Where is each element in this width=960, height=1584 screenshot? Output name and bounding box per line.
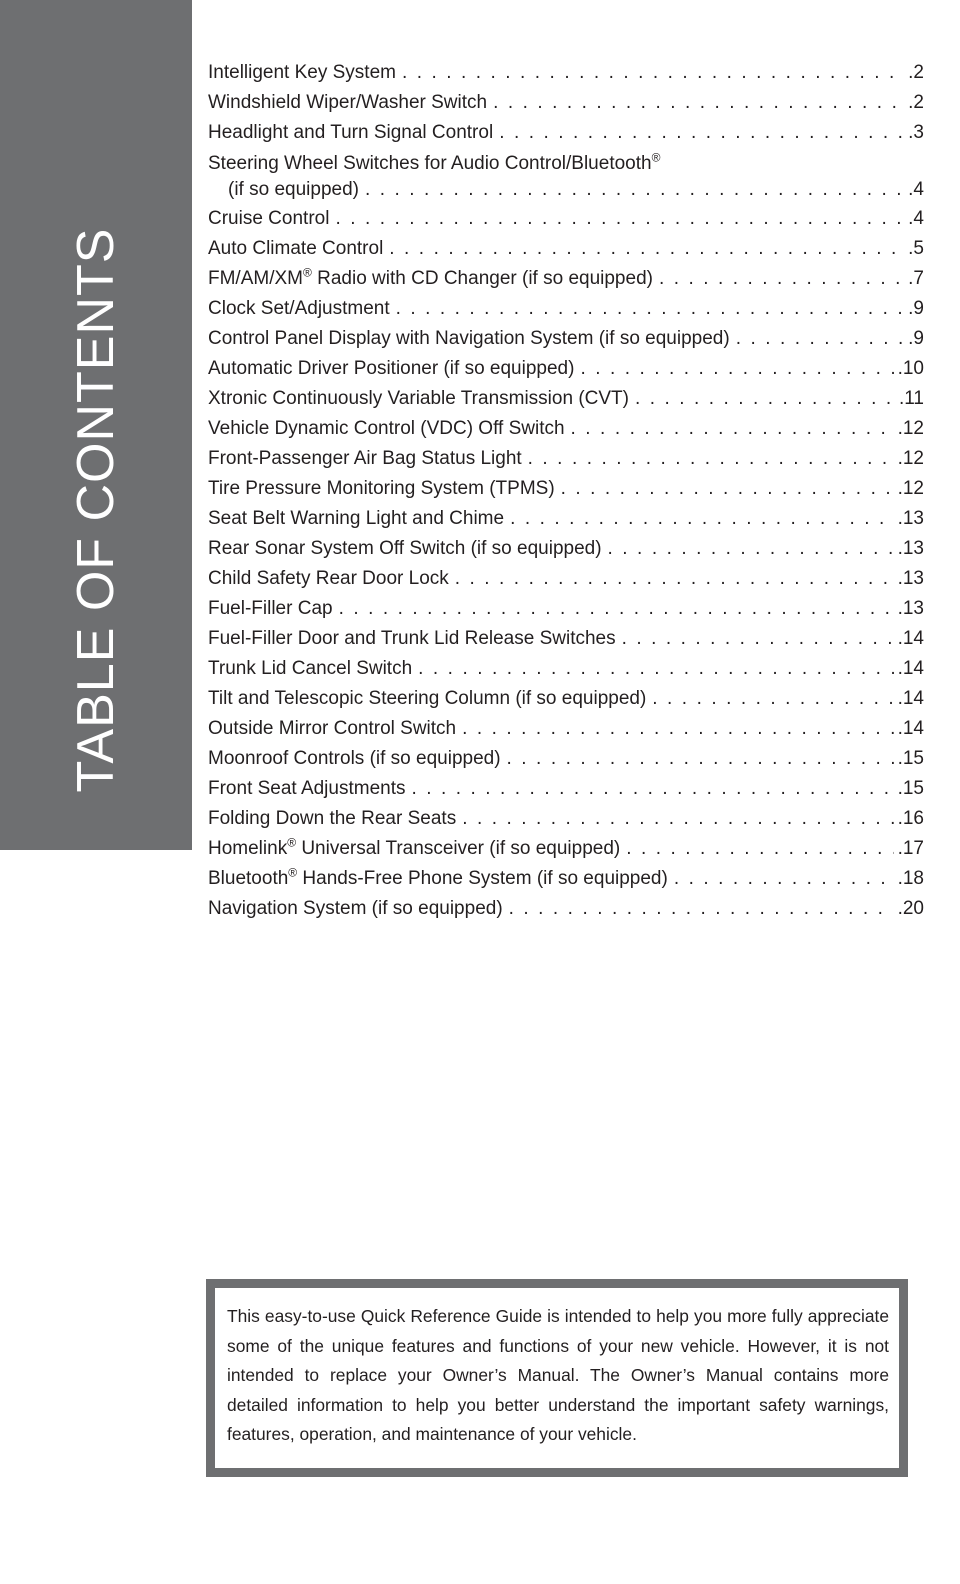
toc-entry[interactable] (208, 504, 924, 534)
toc-dot-leader (561, 474, 894, 504)
toc-entry-title: Moonroof Controls (if so equipped) (208, 748, 501, 769)
toc-entry-page: .12 (897, 478, 924, 499)
toc-entry-page: .7 (908, 268, 924, 289)
toc-dot-leader (365, 176, 904, 204)
toc-entry-page: .2 (908, 62, 924, 83)
toc-dot-leader (493, 88, 904, 118)
toc-entry[interactable] (208, 414, 924, 444)
toc-entry-title: FM/AM/XM® Radio with CD Changer (if so equipped) (208, 265, 653, 289)
toc-dot-leader (626, 834, 893, 864)
table-of-contents (208, 58, 924, 924)
toc-dot-leader (510, 504, 894, 534)
toc-entry[interactable] (208, 234, 924, 264)
toc-entry[interactable] (208, 864, 924, 894)
toc-dot-leader (635, 384, 895, 414)
toc-entry-page: .17 (897, 838, 924, 859)
toc-entry-page: .15 (897, 748, 924, 769)
toc-entry-page: .14 (897, 688, 924, 709)
sidebar-title: TABLE OF CONTENTS (67, 227, 125, 793)
toc-entry-page: .13 (897, 508, 924, 529)
toc-entry-title: Vehicle Dynamic Control (VDC) Off Switch (208, 418, 565, 439)
toc-entry[interactable] (208, 118, 924, 148)
toc-entry-page: .14 (897, 658, 924, 679)
toc-entry-title: Folding Down the Rear Seats (208, 808, 457, 829)
toc-dot-leader (608, 534, 894, 564)
toc-entry[interactable] (208, 58, 924, 88)
toc-entry-title: Outside Mirror Control Switch (208, 718, 457, 739)
toc-entry-page: .9 (908, 298, 924, 319)
toc-entry-title: Intelligent Key System (208, 62, 396, 83)
toc-entry[interactable] (208, 624, 924, 654)
toc-entry-title: Steering Wheel Switches for Audio Control/Bluetooth® (208, 150, 661, 174)
toc-dot-leader (659, 264, 904, 294)
toc-entry-title: Automatic Driver Positioner (if so equipped) (208, 358, 575, 379)
toc-entry-title-continued: (if so equipped) (228, 179, 359, 200)
toc-dot-leader (580, 354, 893, 384)
toc-entry[interactable] (208, 534, 924, 564)
toc-entry[interactable] (208, 354, 924, 384)
toc-entry[interactable] (208, 744, 924, 774)
toc-entry[interactable] (208, 594, 924, 624)
toc-entry[interactable] (208, 384, 924, 414)
toc-dot-leader (389, 234, 904, 264)
toc-dot-leader (571, 414, 894, 444)
toc-entry[interactable] (208, 834, 924, 864)
toc-entry[interactable] (208, 148, 924, 204)
toc-entry-title: Clock Set/Adjustment (208, 298, 390, 319)
toc-dot-leader (462, 804, 893, 834)
toc-entry-page: .2 (908, 92, 924, 113)
toc-entry[interactable] (208, 714, 924, 744)
toc-entry-page: .13 (897, 598, 924, 619)
toc-dot-leader (674, 864, 894, 894)
toc-entry[interactable] (208, 444, 924, 474)
toc-dot-leader (736, 324, 904, 354)
toc-entry[interactable] (208, 684, 924, 714)
toc-entry-title: Control Panel Display with Navigation System (if so equipped) (208, 328, 730, 349)
toc-dot-leader (499, 118, 904, 148)
toc-entry-page: .20 (897, 898, 924, 919)
toc-entry-title: Child Safety Rear Door Lock (208, 568, 449, 589)
toc-entry-title: Auto Climate Control (208, 238, 384, 259)
toc-entry-title: Headlight and Turn Signal Control (208, 122, 494, 143)
toc-entry-title: Fuel-Filler Door and Trunk Lid Release Switches (208, 628, 616, 649)
toc-entry-title: Tire Pressure Monitoring System (TPMS) (208, 478, 555, 499)
toc-entry-page: .4 (908, 208, 924, 229)
toc-entry-title: Bluetooth® Hands-Free Phone System (if so equipped) (208, 865, 668, 889)
toc-entry-title: Tilt and Telescopic Steering Column (if so equipped) (208, 688, 647, 709)
toc-entry-page: .18 (897, 868, 924, 889)
toc-entry-title: Homelink® Universal Transceiver (if so equipped) (208, 835, 621, 859)
toc-dot-leader (339, 594, 894, 624)
toc-entry-page: .14 (897, 718, 924, 739)
toc-dot-leader (528, 444, 894, 474)
toc-entry[interactable] (208, 204, 924, 234)
toc-entry-page: .3 (908, 122, 924, 143)
toc-entry-page: .4 (908, 179, 924, 200)
disclaimer-text: This easy-to-use Quick Reference Guide is intended to help you more fully appreciate some of the unique features and functions of your new vehicle. However, it is not intended to replace your Owner’s Manual. The Owner’s Manual contains more detailed information to help you better understand the important safety warnings, features, operation, and maintenance of your vehicle. (227, 1306, 889, 1444)
toc-entry-page: .12 (897, 418, 924, 439)
toc-entry-title: Trunk Lid Cancel Switch (208, 658, 413, 679)
toc-entry-title: Seat Belt Warning Light and Chime (208, 508, 505, 529)
toc-entry[interactable] (208, 474, 924, 504)
toc-dot-leader (509, 894, 894, 924)
toc-entry-title: Windshield Wiper/Washer Switch (208, 92, 488, 113)
toc-entry-page: .9 (908, 328, 924, 349)
toc-entry-title: Front-Passenger Air Bag Status Light (208, 448, 522, 469)
toc-dot-leader (396, 294, 905, 324)
toc-entry-title: Rear Sonar System Off Switch (if so equipped) (208, 538, 602, 559)
toc-entry-title: Navigation System (if so equipped) (208, 898, 503, 919)
toc-dot-leader (418, 654, 893, 684)
toc-entry-title: Cruise Control (208, 208, 330, 229)
toc-entry[interactable] (208, 894, 924, 924)
toc-entry-page: .16 (897, 808, 924, 829)
toc-entry[interactable] (208, 294, 924, 324)
toc-entry[interactable] (208, 264, 924, 294)
toc-dot-leader (652, 684, 893, 714)
toc-entry[interactable] (208, 88, 924, 118)
toc-entry[interactable] (208, 654, 924, 684)
toc-entry-title: Front Seat Adjustments (208, 778, 406, 799)
toc-dot-leader (622, 624, 894, 654)
toc-entry-title: Xtronic Continuously Variable Transmission (CVT) (208, 388, 629, 409)
sidebar-tab (0, 0, 192, 850)
toc-dot-leader (335, 204, 904, 234)
toc-dot-leader (402, 58, 904, 88)
toc-entry-title: Fuel-Filler Cap (208, 598, 333, 619)
toc-entry[interactable] (208, 804, 924, 834)
toc-entry[interactable] (208, 774, 924, 804)
toc-entry-page: .14 (897, 628, 924, 649)
toc-entry[interactable] (208, 564, 924, 594)
toc-entry-page: .10 (897, 358, 924, 379)
toc-entry[interactable] (208, 324, 924, 354)
toc-entry-page: .12 (897, 448, 924, 469)
toc-entry-page: .5 (908, 238, 924, 259)
toc-dot-leader (412, 774, 894, 804)
toc-dot-leader (462, 714, 893, 744)
disclaimer-box (206, 1279, 908, 1477)
toc-entry-page: .15 (897, 778, 924, 799)
toc-entry-page: .11 (898, 388, 924, 409)
toc-entry-page: .13 (897, 568, 924, 589)
toc-dot-leader (507, 744, 894, 774)
toc-entry-page: .13 (897, 538, 924, 559)
toc-dot-leader (455, 564, 894, 594)
